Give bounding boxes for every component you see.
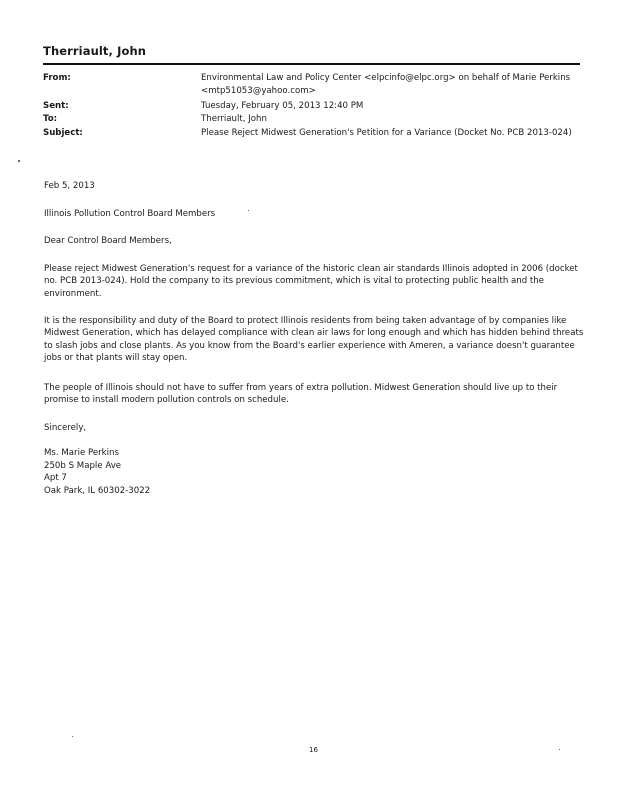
letter-paragraph-1: Please reject Midwest Generation's request for a variance of the historic clean air standards Illinois adopted in 2006 (docket no. PCB 2013-024). Hold the company to its previous commitment, which is vital to protecting public health and the environment. [44, 264, 578, 299]
letter-date: Feb 5, 2013 [44, 181, 95, 191]
signature-city: Oak Park, IL 60302-3022 [44, 485, 151, 496]
header-divider [43, 63, 580, 65]
scan-speck [559, 749, 560, 750]
letter-paragraph-2: It is the responsibility and duty of the Board to protect Illinois residents from being taken advantage of by companies like Midwest Generation, which has delayed compliance with clean air laws for long enough and which has hidden behind threats to slash jobs and close plants. As you know from the Board's earlier experience with Ameren, a variance doesn't guarantee jobs or that plants will stay open. [44, 316, 584, 364]
scan-speck [72, 736, 73, 737]
sent-label: Sent: [43, 101, 69, 111]
signature-apt: Apt 7 [44, 473, 67, 483]
signature-block [44, 447, 150, 497]
letter-closing: Sincerely, [44, 423, 87, 433]
letter-recipient: Illinois Pollution Control Board Members [44, 209, 216, 219]
signature-street: 250b S Maple Ave [44, 460, 122, 471]
page-number: 16 [309, 746, 318, 754]
subject-value: Please Reject Midwest Generation's Petition for a Variance (Docket No. PCB 2013-024) [201, 128, 572, 138]
letter-paragraph-3: The people of Illinois should not have to suffer from years of extra pollution. Midwest Generation should live up to their promise to install modern pollution controls on schedule. [44, 383, 558, 406]
from-value-line1: Environmental Law and Policy Center <elpcinfo@elpc.org> on behalf of Marie Perkins [201, 73, 571, 83]
scan-speck [18, 160, 20, 162]
from-value-line2: <mtp51053@yahoo.com> [201, 86, 316, 96]
to-label: To: [43, 114, 58, 124]
sender-name: Therriault, John [43, 44, 147, 58]
to-value: Therriault, John [201, 114, 267, 124]
subject-label: Subject: [43, 128, 83, 138]
letter-salutation: Dear Control Board Members, [44, 236, 172, 246]
sent-value: Tuesday, February 05, 2013 12:40 PM [201, 101, 364, 111]
signature-name: Ms. Marie Perkins [44, 448, 119, 458]
from-label: From: [43, 73, 71, 83]
scan-speck [248, 210, 249, 211]
